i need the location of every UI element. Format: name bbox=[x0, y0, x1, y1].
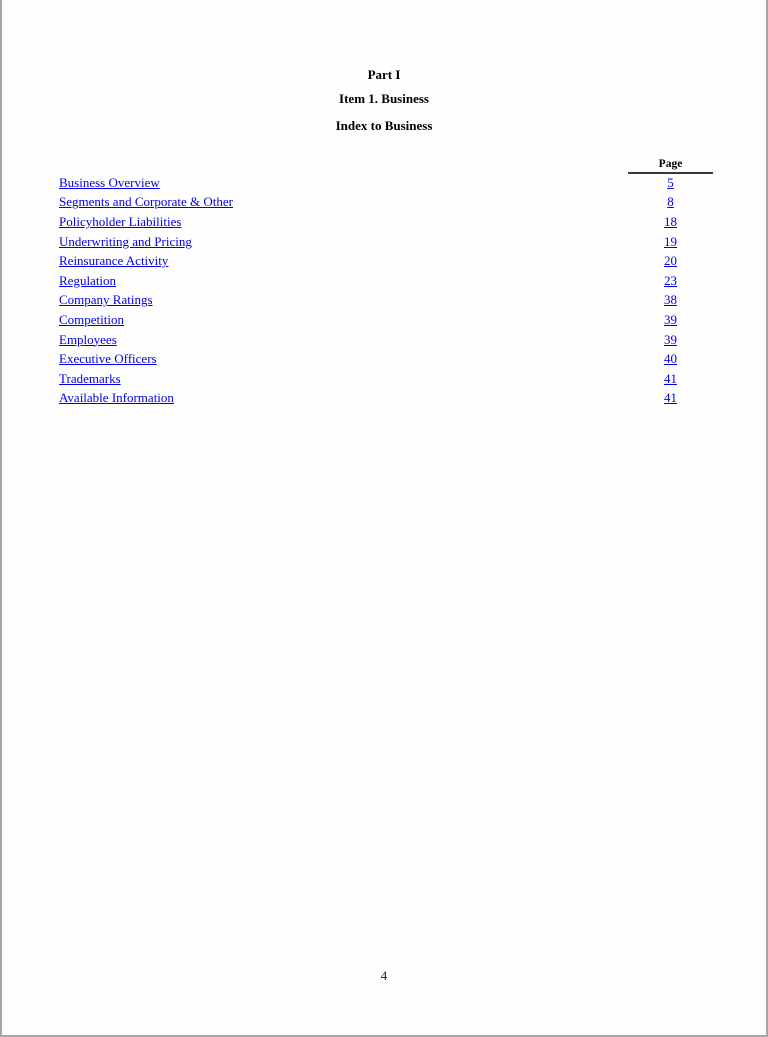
toc-link-employees[interactable]: Employees bbox=[59, 331, 117, 347]
toc-link-company-ratings[interactable]: Company Ratings bbox=[59, 292, 153, 308]
toc-page-link[interactable]: 5 bbox=[667, 175, 674, 191]
index-heading: Index to Business bbox=[335, 118, 433, 133]
toc-link-underwriting-and-pricing[interactable]: Underwriting and Pricing bbox=[59, 233, 192, 249]
table-row bbox=[59, 232, 713, 252]
table-row bbox=[59, 251, 713, 271]
table-row bbox=[59, 291, 713, 311]
toc-link-business-overview[interactable]: Business Overview bbox=[59, 174, 160, 190]
toc-page-link[interactable]: 20 bbox=[664, 253, 677, 269]
toc-link-available-information[interactable]: Available Information bbox=[59, 390, 174, 406]
table-row bbox=[59, 193, 713, 213]
table-row bbox=[59, 271, 713, 291]
toc-page-link[interactable]: 41 bbox=[664, 370, 677, 386]
toc-page-link[interactable]: 40 bbox=[664, 351, 677, 367]
part-heading: Part I bbox=[367, 67, 401, 82]
toc-link-competition[interactable]: Competition bbox=[59, 311, 124, 327]
table-row bbox=[59, 212, 713, 232]
toc-page-link[interactable]: 41 bbox=[664, 390, 677, 406]
table-row bbox=[59, 330, 713, 350]
page-column-header: Page bbox=[628, 156, 713, 173]
toc-page-link[interactable]: 23 bbox=[664, 272, 677, 288]
page-header-row bbox=[59, 156, 713, 173]
toc-page-link[interactable]: 19 bbox=[664, 233, 677, 249]
toc-link-policyholder-liabilities[interactable]: Policyholder Liabilities bbox=[59, 213, 182, 229]
toc-page-link[interactable]: 38 bbox=[664, 292, 677, 308]
footer-page-number: 4 bbox=[380, 968, 388, 983]
toc-page-link[interactable]: 39 bbox=[664, 331, 677, 347]
toc-page-link[interactable]: 39 bbox=[664, 311, 677, 327]
toc-link-executive-officers[interactable]: Executive Officers bbox=[59, 351, 157, 367]
table-row bbox=[59, 173, 713, 193]
toc-page-link[interactable]: 8 bbox=[667, 194, 674, 210]
toc-link-trademarks[interactable]: Trademarks bbox=[59, 370, 121, 386]
toc-link-reinsurance-activity[interactable]: Reinsurance Activity bbox=[59, 253, 169, 269]
table-row bbox=[59, 369, 713, 389]
toc-link-segments-and-corporate-other[interactable]: Segments and Corporate & Other bbox=[59, 194, 234, 210]
table-row bbox=[59, 389, 713, 409]
item-heading: Item 1. Business bbox=[339, 91, 429, 106]
table-row bbox=[59, 310, 713, 330]
index-table bbox=[2, 156, 766, 408]
toc-link-regulation[interactable]: Regulation bbox=[59, 272, 117, 288]
table-row bbox=[59, 349, 713, 369]
toc-page-link[interactable]: 18 bbox=[664, 213, 677, 229]
